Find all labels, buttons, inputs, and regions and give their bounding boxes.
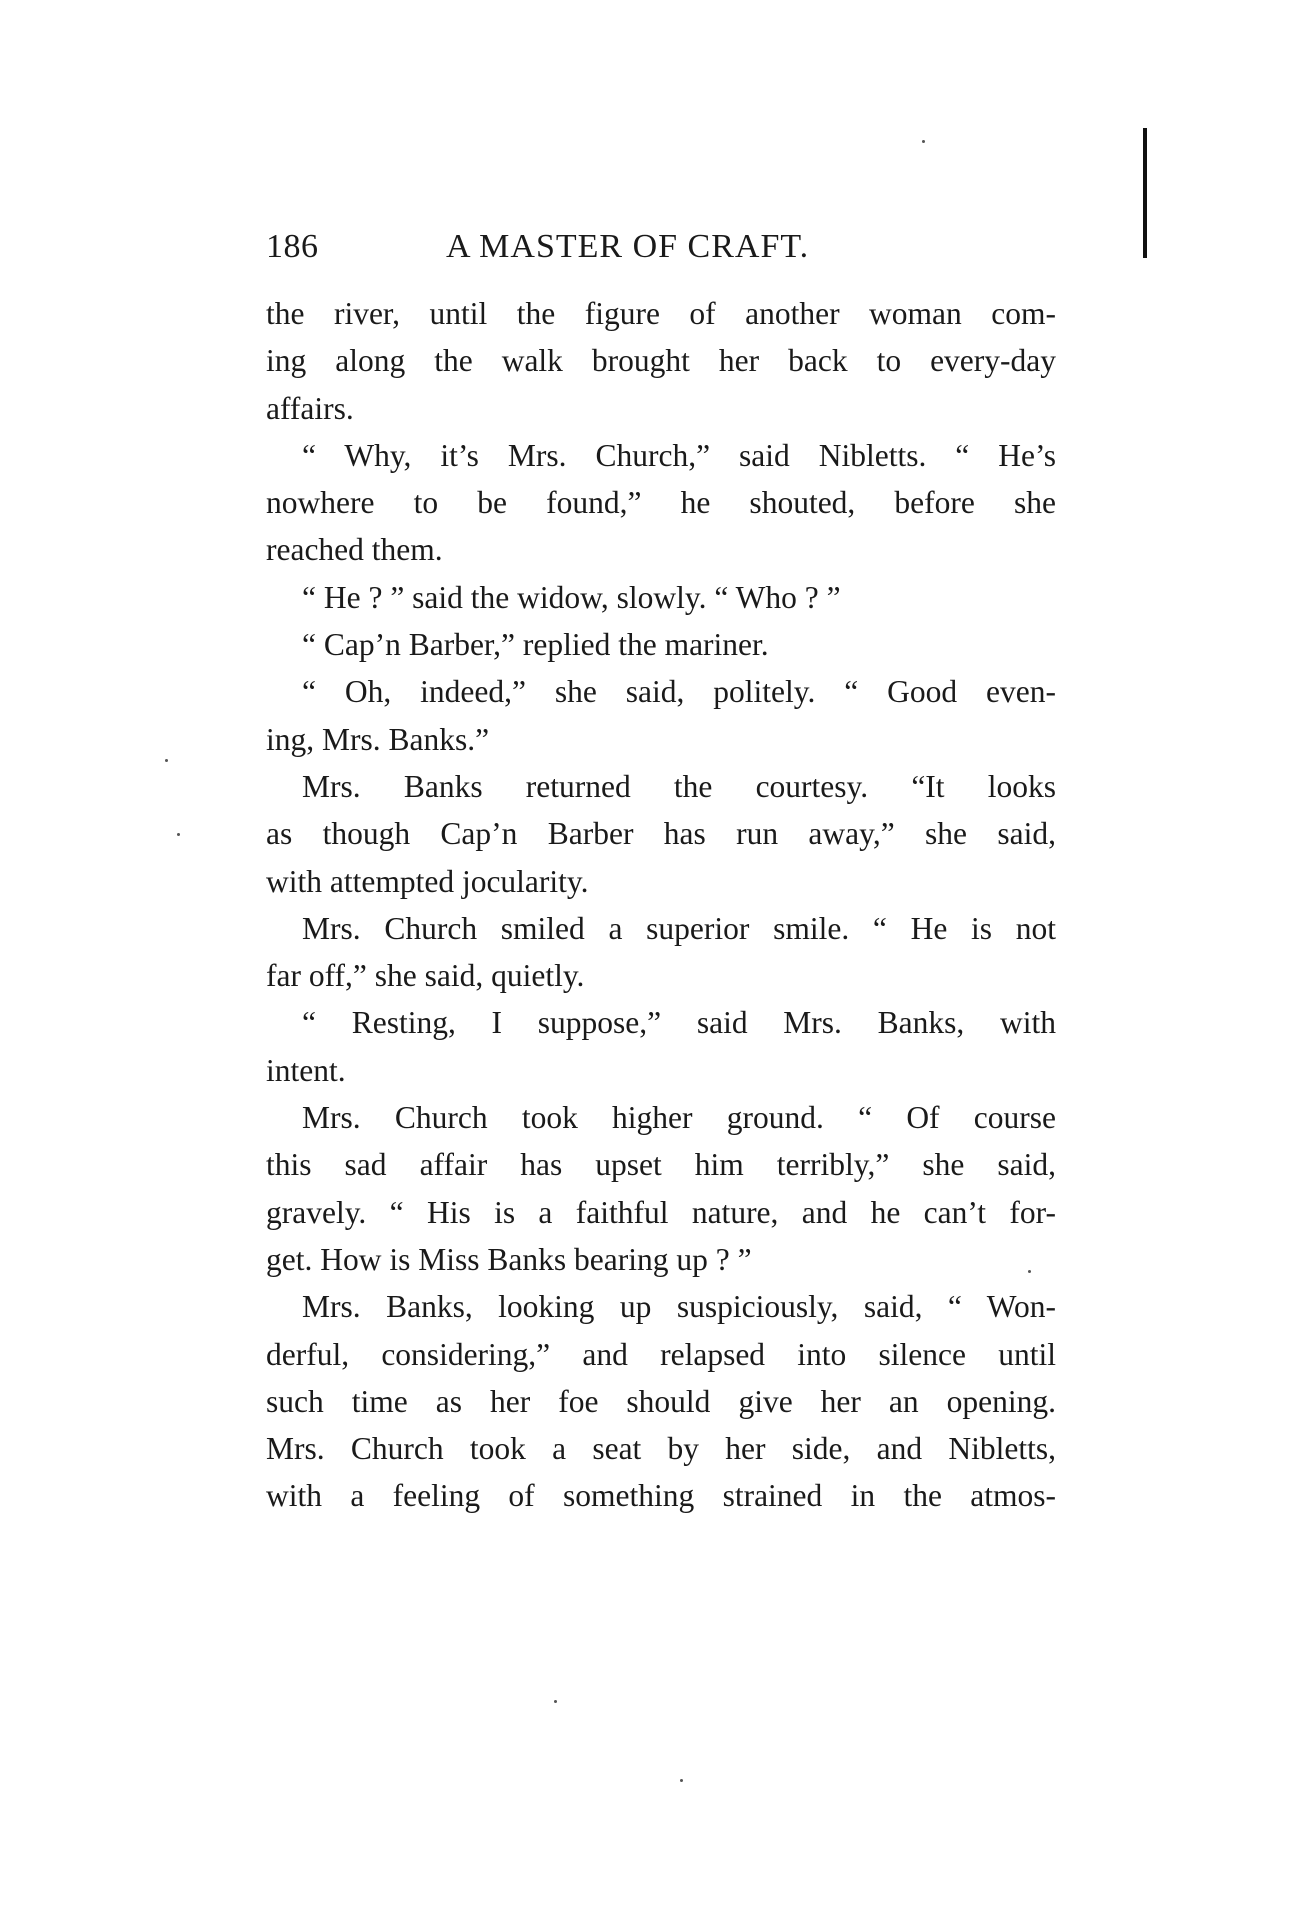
text-line: as though Cap’n Barber has run away,” she said, xyxy=(266,816,1056,852)
text-line: gravely. “ His is a faithful nature, and he can’t for- xyxy=(266,1194,1056,1230)
text-line: Mrs. Church took a seat by her side, and Nibletts, xyxy=(266,1431,1056,1467)
text-line: derful, considering,” and relapsed into silence until xyxy=(266,1336,1056,1372)
margin-rule-mark xyxy=(1143,128,1147,258)
text-line: “ Why, it’s Mrs. Church,” said Nibletts. “ He’s xyxy=(302,437,1056,473)
text-line: with a feeling of something strained in the atmos- xyxy=(266,1478,1056,1514)
body-text xyxy=(266,290,1056,1520)
running-title: A MASTER OF CRAFT. xyxy=(446,228,810,265)
speck xyxy=(177,833,180,836)
text-line: “ He ? ” said the widow, slowly. “ Who ? ” xyxy=(302,579,841,615)
text-line: reached them. xyxy=(266,532,443,568)
page-header xyxy=(266,222,1066,272)
text-line: the river, until the figure of another woman com- xyxy=(266,296,1056,331)
speck xyxy=(922,140,925,143)
text-line: far off,” she said, quietly. xyxy=(266,958,585,994)
text-line: this sad affair has upset him terribly,” she said, xyxy=(266,1147,1056,1183)
text-line: intent. xyxy=(266,1052,346,1088)
text-line: “ Cap’n Barber,” replied the mariner. xyxy=(302,627,769,663)
text-line: “ Oh, indeed,” she said, politely. “ Good even- xyxy=(302,674,1056,710)
speck xyxy=(165,759,168,762)
text-line: ing along the walk brought her back to every-day xyxy=(266,343,1056,379)
text-line: Mrs. Church took higher ground. “ Of course xyxy=(302,1100,1056,1136)
speck xyxy=(554,1700,557,1703)
page-number: 186 xyxy=(266,228,319,265)
text-line: with attempted jocularity. xyxy=(266,863,589,899)
text-line: affairs. xyxy=(266,390,354,426)
text-line: “ Resting, I suppose,” said Mrs. Banks, with xyxy=(302,1005,1056,1041)
text-line: get. How is Miss Banks bearing up ? ” xyxy=(266,1241,752,1277)
text-line: nowhere to be found,” he shouted, before she xyxy=(266,485,1056,521)
text-line: such time as her foe should give her an opening. xyxy=(266,1383,1056,1419)
text-line: Mrs. Church smiled a superior smile. “ He is not xyxy=(302,910,1056,946)
speck xyxy=(680,1779,683,1782)
text-line: Mrs. Banks returned the courtesy. “It looks xyxy=(302,768,1056,804)
text-line: Mrs. Banks, looking up suspiciously, said, “ Won- xyxy=(302,1289,1056,1325)
text-line: ing, Mrs. Banks.” xyxy=(266,721,490,757)
